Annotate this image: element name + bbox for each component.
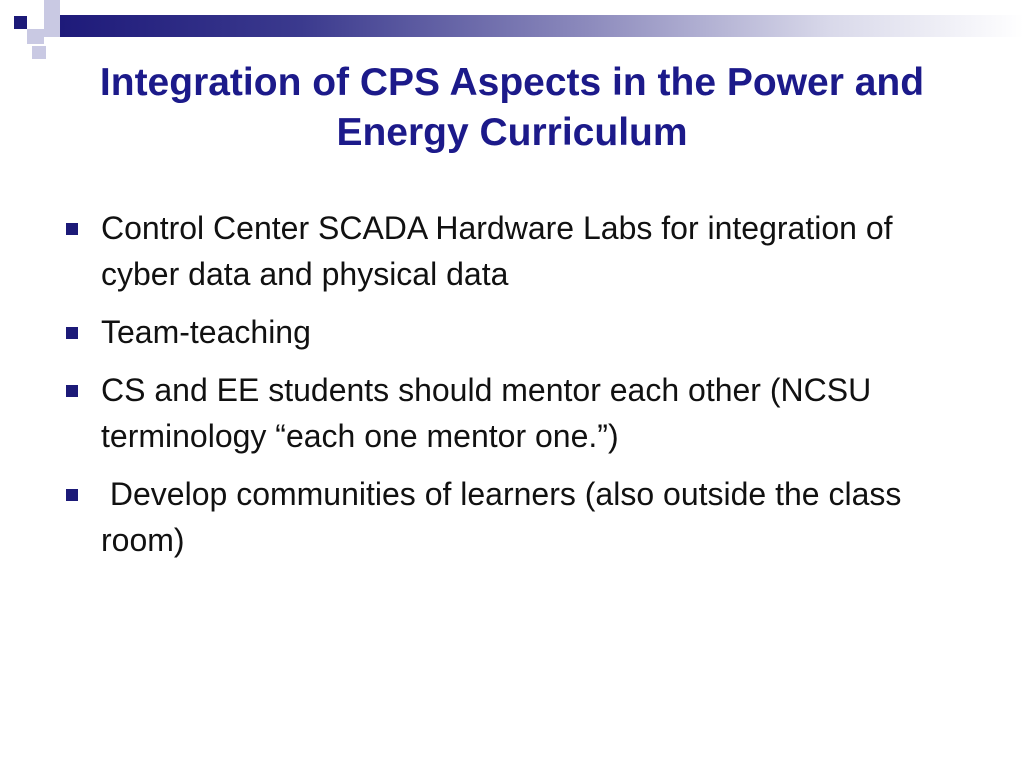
bullet-text: Team-teaching	[101, 314, 311, 350]
bullet-text: Control Center SCADA Hardware Labs for integration of cyber data and physical data	[101, 210, 902, 292]
square-bullet-icon	[66, 489, 78, 501]
slide-title: Integration of CPS Aspects in the Power and Energy Curriculum	[99, 61, 925, 154]
bullet-text: CS and EE students should mentor each other (NCSU terminology “each one mentor one.”)	[101, 372, 881, 454]
bullet-text: Develop communities of learners (also outside the class room)	[101, 476, 911, 558]
header-gradient-band	[60, 15, 1024, 37]
square-bullet-icon	[66, 327, 78, 339]
decorative-square	[27, 29, 44, 44]
square-bullet-icon	[66, 223, 78, 235]
bullet-item	[64, 367, 964, 459]
bullet-item	[64, 205, 964, 297]
decorative-square	[44, 0, 60, 15]
decorative-square-dark	[14, 16, 27, 29]
bullet-item	[64, 309, 964, 355]
bullet-item	[64, 471, 964, 563]
bullet-list	[64, 205, 964, 575]
square-bullet-icon	[66, 385, 78, 397]
decorative-square	[44, 15, 60, 37]
